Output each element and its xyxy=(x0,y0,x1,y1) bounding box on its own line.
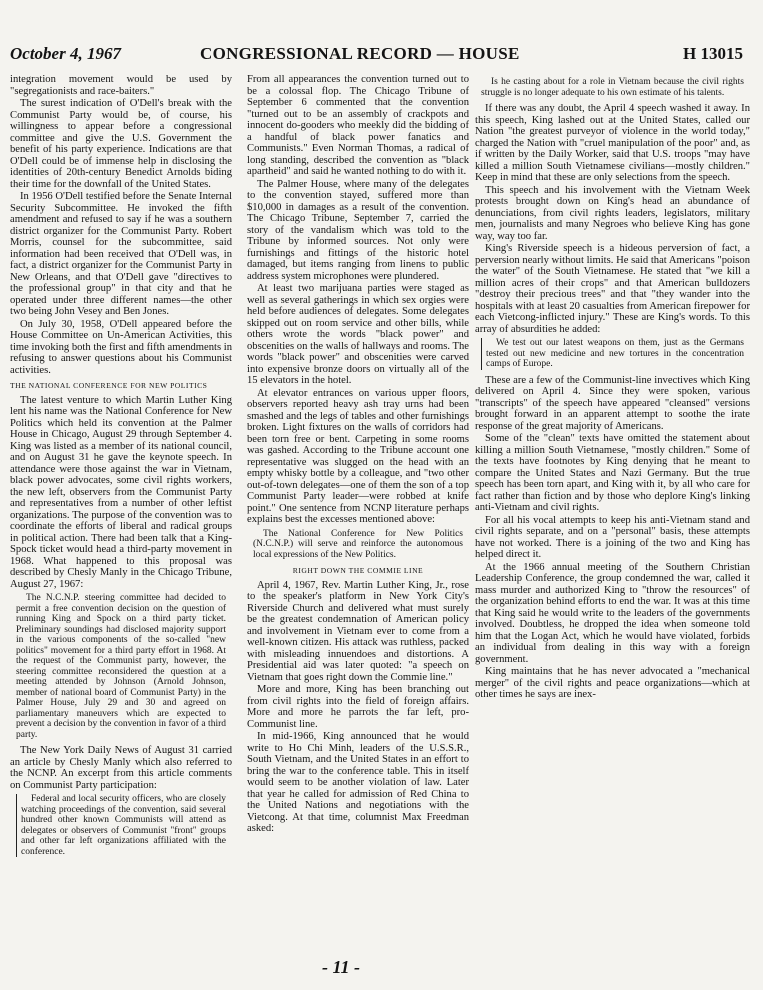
paragraph: April 4, 1967, Rev. Martin Luther King, Jr., rose to the speaker's platform in New York City's Riverside Church and delivered what must surely be the greatest condemnation of American policy and involvement in Vietnam ever to come from a well-known citizen. His attack was ruthless, packed with misleading innuendoes and distortions. A Presidential aid was later quoted: "a speech on Vietnam that goes right down the Commie line." xyxy=(247,579,469,683)
paragraph: On July 30, 1958, O'Dell appeared before the House Committee on Un-American Activities, this time invoking both the first and fifth amendments in refusing to answer questions about his Communist activities. xyxy=(10,318,232,376)
paragraph: At the 1966 annual meeting of the Southern Christian Leadership Conference, the group condemned the war, called it mass murder and authorized King to "throw the resources" of the organization behind efforts to end the war. It was at this time that King said he would write to the leaders of the governments involved. Doubtless, he dropped the idea when someone told him that the Logan Act, which he would have violated, forbids an individual from dealing in this way with a foreign government. xyxy=(475,561,750,665)
paragraph: The surest indication of O'Dell's break with the Communist Party would be, of course, his willingness to appear before a congressional committee and give the U.S. Government the benefit of his party experience. Indications are that O'Dell could be of immense help in disclosing the identities of 20th-century Benedict Arnolds biding their time for the downfall of the United States. xyxy=(10,98,232,190)
paragraph: In mid-1966, King announced that he would write to Ho Chi Minh, leaders of the U.S.S.R., South Vietnam, and the United States in an effort to bring the war to the conference table. This in itself would seem to be another violation of law. Later that year he called for admission of Red China to the United Nations and negotiations with the Vietcong. At that time, columnist Max Freedman asked: xyxy=(247,731,469,834)
page-folio: - 11 - xyxy=(322,957,360,977)
paragraph: At elevator entrances on various upper floors, observers reported heavy ash tray urns had been smashed and the legs of tables and other furnishings broken. Light fixtures on the walls of corridors had been torn free or bent. Carpeting in some rooms was gashed. According to the Tribune account one representative was slugged on the head with an empty whisky bottle by a colleague, and "two other out-of-town delegates—one of them the son of a top Communist Party leader—were robbed at knife point." One sentence from NCNP literature perhaps explains best the excesses mentioned above: xyxy=(247,387,469,525)
paragraph: integration movement would be used by "segregationists and race-baiters." xyxy=(10,74,232,97)
header-date: October 4, 1967 xyxy=(10,44,121,63)
paragraph: At least two marijuana parties were staged as well as several gatherings in which sex orgies were held before audiences of delegates. Some delegates skipped out on room service and other bills, while others wrote the words "black power" and obscenities on the walls of hallways and rooms. The words "black power" and obscenities were carved into expensive bronze doors on virtually all of the 15 elevators in the hotel. xyxy=(247,283,469,386)
column-1 xyxy=(10,74,232,974)
paragraph: The latest venture to which Martin Luther King lent his name was the National Conference for New Politics which held its convention at the Palmer House in Chicago, August 29 through September 4. King was listed as a member of its national council, and on August 31 he gave the keynote speech. In attendance were those against the war in Vietnam, black power advocates, some civil rights workers, the new left, observers from the Communist Party and representatives from a number of other leftist organizations. The purpose of the convention was to coordinate the efforts of liberal and radical groups in political action. There had been talk that a King-Spock ticket would head a third-party movement in 1968. What happened to this proposal was described by Chesly Manly in the Chicago Tribune, August 27, 1967: xyxy=(10,394,232,590)
paragraph: For all his vocal attempts to keep his anti-Vietnam stand and civil rights separate, and on a "personal" basis, these attempts have not worked. There is a joining of the two and King has helped direct it. xyxy=(475,514,750,560)
block-quote: The N.C.N.P. steering committee had decided to permit a free convention decision on the question of running King and Spock on a third party ticket. Preliminary soundings had disclosed majority support in the various components of the so-called "new politics" movement for a third party effort in 1968. At the request of the Communist party, however, the steering committee reconsidered the question at a meeting attended by Johnson (Arnold Johnson, member of national board of Communist Party) in the Palmer House, July 29 and 30 and agreed on parliamentary maneuvers which are expected to prevent a decision by the convention in favor of a third party. xyxy=(16,593,226,740)
block-quote: Is he casting about for a role in Vietnam because the civil rights struggle is no longer adequate to his own estimate of his talents. xyxy=(481,77,744,98)
column-2 xyxy=(247,74,469,974)
paragraph: The Palmer House, where many of the delegates to the convention stayed, suffered more than $10,000 in damages as a result of the convention. The Chicago Tribune, September 7, carried the story of the vandalism which was told to the Tribune by informed sources. Not only were furnishings and fittings of the historic hotel damaged, but items ranging from linens to public address system microphones were plundered. xyxy=(247,178,469,282)
page-header xyxy=(10,44,743,70)
paragraph: This speech and his involvement with the Vietnam Week protests brought down on King's head an abundance of denunciations, from civil rights leaders, legislators, military men, journalists and many Negroes who believe King has gone way, way too far. xyxy=(475,184,750,242)
block-quote: Federal and local security officers, who are closely watching proceedings of the convention, said several hundred other known Communists will attend as delegates or observers of Communist "front" groups and other far left organizations affiliated with the conference. xyxy=(16,794,226,857)
paragraph: In 1956 O'Dell testified before the Senate Internal Security Subcommittee. He invoked the fifth amendment and refused to say if he was a southern district organizer for the Communist Party. Robert Morris, counsel for the subcommittee, said information had been received that O'Dell was, in fact, a district organizer for the Communist Party in New Orleans, and that O'Dell gave "directives to the professional group" in that city and that he operated under three different names—the other two being John Vesey and Ben Jones. xyxy=(10,191,232,317)
paragraph: These are a few of the Communist-line invectives which King delivered on April 4. Since they were spoken, various "transcripts" of the speech have appeared "cleansed" versions brought forward in an apparent attempt to soothe the irate response of the great majority of Americans. xyxy=(475,374,750,432)
section-heading: RIGHT DOWN THE COMMIE LINE xyxy=(292,566,424,575)
paragraph: If there was any doubt, the April 4 speech washed it away. In this speech, King lashed out at the United States, called our Nation "the greatest purveyor of violence in the world today," charged the Nation with "cruel manipulation of the poor" and, as if written by the Daily Worker, said that U.S. troops "may have killed a million South Vietnamese civilians—mostly children." Keep in mind that these are only selections from the speech. xyxy=(475,103,750,183)
paragraph: Some of the "clean" texts have omitted the statement about killing a million South Vietnamese, "mostly children." Some of the texts have footnotes by King denying that he meant to compare the United States and Nazi Germany. But the true speech has been torn apart, and King with it, by all who care for fact rather than fiction and by those who deplore King's linking anti-Vietnam and civil rights. xyxy=(475,433,750,513)
paragraph: King maintains that he has never advocated a "mechanical merger" of the civil rights and peace organizations—which at other times he says are inex- xyxy=(475,666,750,700)
paragraph: From all appearances the convention turned out to be a colossal flop. The Chicago Tribune of September 6 commented that the convention "turned out to be an assembly of crackpots and innocent do-gooders who meekly did the bidding of a handful of black power fanatics and Communists." Even Norman Thomas, a radical of long standing, described the convention as "black apartheid" and said he wanted nothing to do with it. xyxy=(247,74,469,177)
column-3 xyxy=(475,74,750,974)
header-page-number: H 13015 xyxy=(683,44,743,63)
header-title: CONGRESSIONAL RECORD — HOUSE xyxy=(200,44,520,63)
paragraph: More and more, King has been branching out from civil rights into the field of foreign affairs. More and more he parrots the far left, pro-Communist line. xyxy=(247,684,469,730)
block-quote: We test out our latest weapons on them, just as the Germans tested out new medicine and new tortures in the concentration camps of Europe. xyxy=(481,338,744,370)
paragraph: King's Riverside speech is a hideous perversion of fact, a perversion nearly without limits. He said that Americans "poison the water" of the South Vietnamese. He stated that "we kill a million acres of their crops" and that American bulldozers "destroy their precious trees" and that "they wander into the hospitals with at least 20 casualties from American firepower for each Vietcong-inflicted injury." These are King's words. To this array of absurdities he added: xyxy=(475,243,750,335)
section-heading: THE NATIONAL CONFERENCE FOR NEW POLITICS xyxy=(10,381,208,390)
paragraph: The New York Daily News of August 31 carried an article by Chesly Manly which also referred to the NCNP. An excerpt from this article comments on Communist Party participation: xyxy=(10,745,232,791)
block-quote: The National Conference for New Politics (N.C.N.P.) will serve and reinforce the autonomous local expressions of the New Politics. xyxy=(253,528,463,560)
